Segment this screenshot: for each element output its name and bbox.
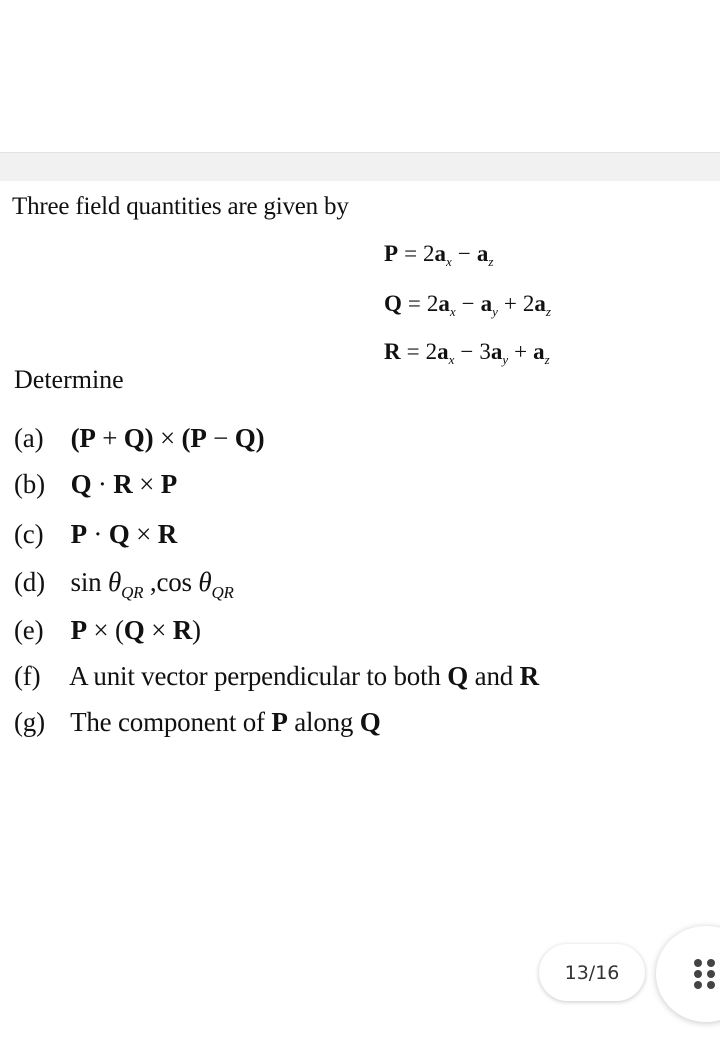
determine-heading: Determine — [14, 365, 124, 394]
equation-q: $Q = 2a_x - a_y + 2a_z$ — [384, 291, 551, 319]
page-separator — [0, 152, 720, 181]
item-g: (g) The component of P along Q — [14, 707, 381, 737]
item-b: (b) Q · R × P — [14, 469, 178, 499]
item-a: (a) (P + Q) × (P − Q) — [14, 423, 265, 453]
eq-lhs: R — [384, 339, 401, 364]
page-indicator: 13/16 — [539, 944, 645, 1001]
problem-intro: Three field quantities are given by — [12, 193, 349, 220]
item-f: (f) A unit vector perpendicular to both Q and R — [14, 661, 539, 691]
eq-lhs: P — [384, 241, 399, 266]
document-page — [0, 181, 720, 1046]
equation-p: $P = 2a_x - a_z$ — [384, 241, 494, 269]
item-e: (e) P × (Q × R) — [14, 615, 201, 645]
item-d: (d) $\sin \theta_{QR}$ ,cos $\theta_{QR}$ — [14, 567, 234, 602]
eq-lhs: Q — [384, 291, 402, 316]
equation-r: $R = 2a_x - 3a_y + a_z$ — [384, 339, 550, 367]
nine-dots-icon — [694, 959, 714, 989]
item-c: (c) P · Q × R — [14, 519, 178, 549]
viewer-top-area — [0, 0, 720, 152]
